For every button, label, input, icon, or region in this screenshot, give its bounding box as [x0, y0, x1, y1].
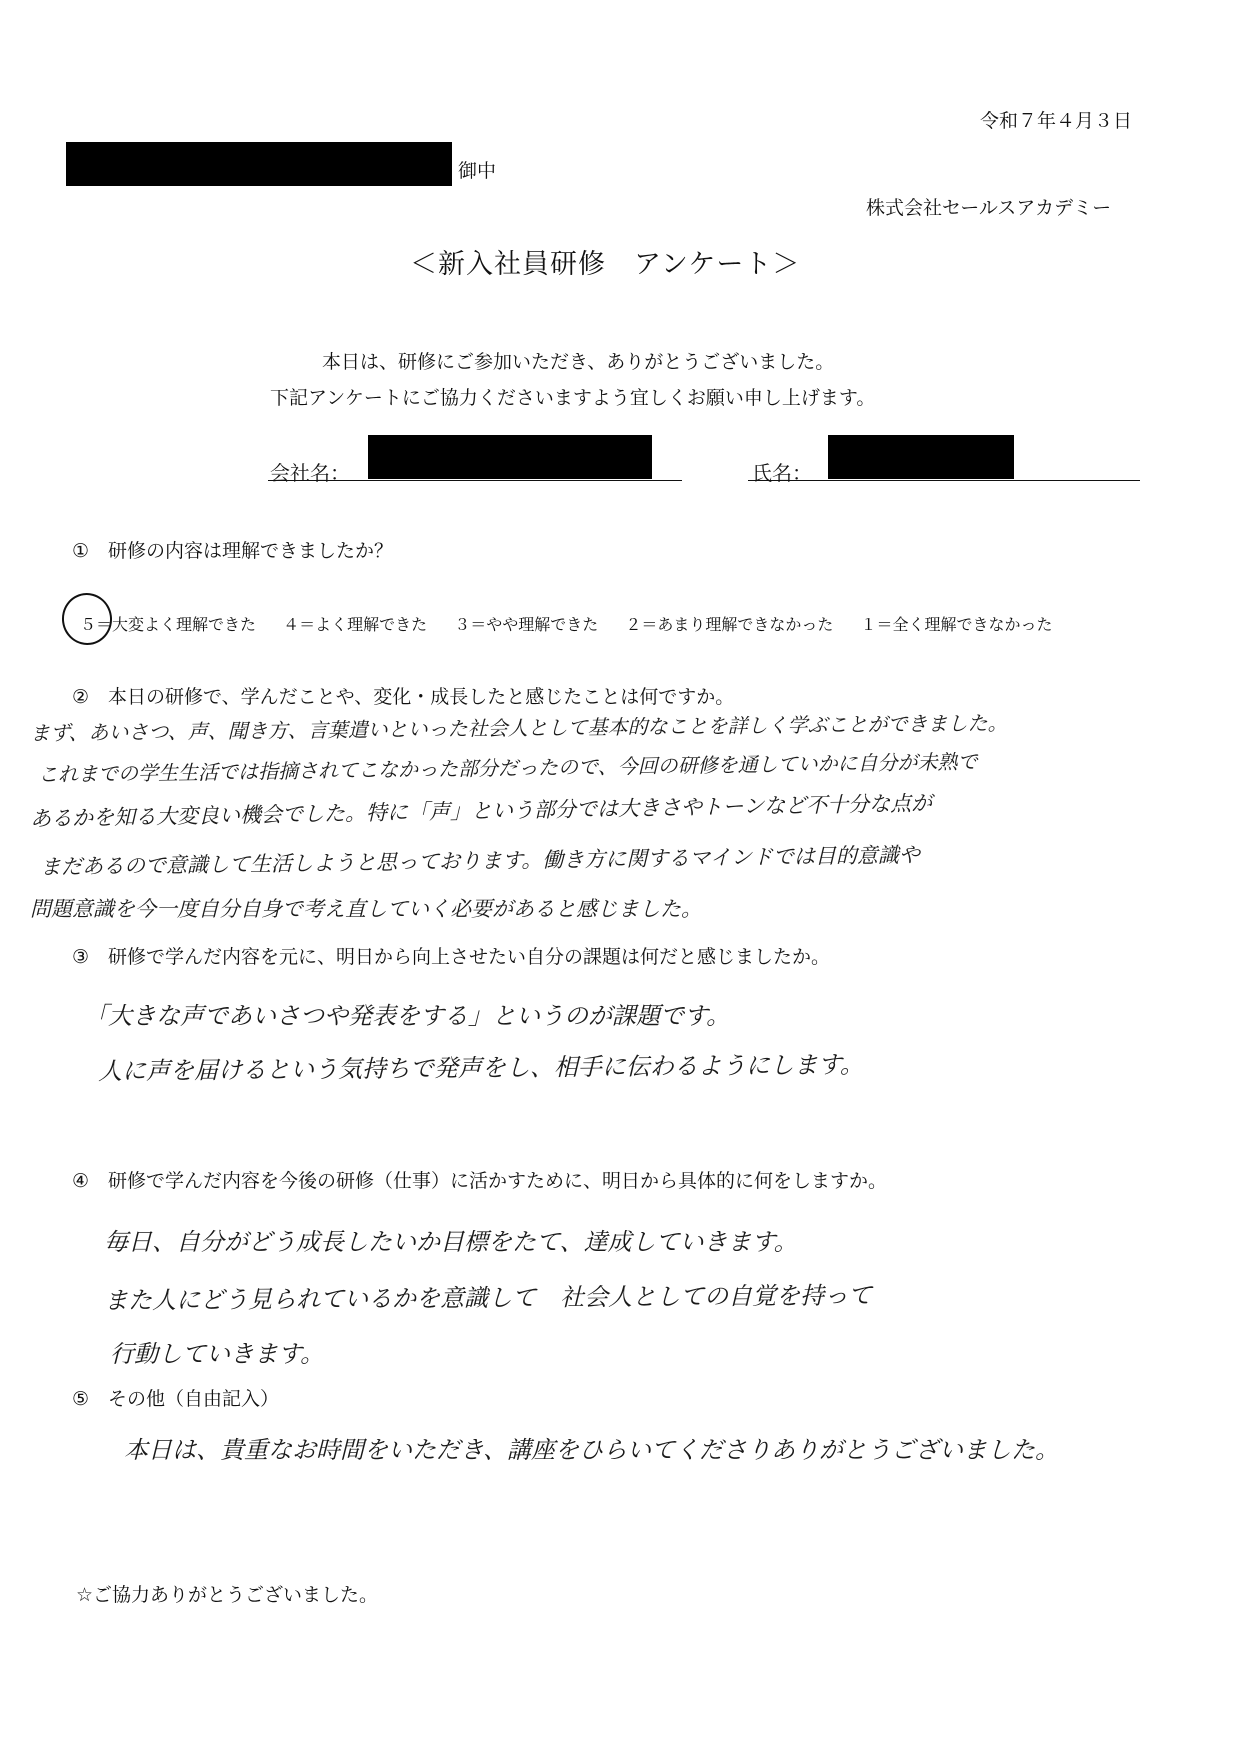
q3-question: ③ 研修で学んだ内容を元に、明日から向上させたい自分の課題は何だと感じましたか。: [72, 946, 831, 968]
footer-thanks: ☆ご協力ありがとうございました。: [76, 1584, 379, 1606]
intro-line-2: 下記アンケートにご協力くださいますよう宜しくお願い申し上げます。: [270, 387, 876, 409]
q3-answer-line-2: 人に声を届けるという気持ちで発声をし、相手に伝わるようにします。: [97, 1050, 864, 1086]
q2-answer-line-4: まだあるので意識して生活しようと思っております。働き方に関するマインドでは目的意識や: [39, 842, 921, 880]
q2-answer-line-3: あるかを知る大変良い機会でした。特に「声」という部分では大きさやトーンなど不十分な点が: [29, 791, 933, 831]
q1-option-3: ３＝やや理解できた: [454, 615, 599, 634]
q4-question: ④ 研修で学んだ内容を今後の研修（仕事）に活かすために、明日から具体的に何をしますか。: [72, 1170, 888, 1192]
q4-answer-line-3: 行動していきます。: [110, 1340, 325, 1368]
q2-answer-line-1: まず、あいさつ、声、聞き方、言葉遣いといった社会人として基本的なことを詳しく学ぶことができました。: [29, 710, 1008, 746]
q1-question: ① 研修の内容は理解できましたか？: [72, 540, 394, 562]
q1-option-2: ２＝あまり理解できなかった: [625, 615, 834, 634]
name-field-label: 氏名：: [752, 461, 812, 485]
q4-answer-line-2: また人にどう見られているかを意識して 社会人としての自覚を持って: [103, 1281, 873, 1315]
q2-answer-line-2: これまでの学生生活では指摘されてこなかった部分だったので、今回の研修を通していかに自分が未熟で: [37, 749, 978, 787]
intro-line-1: 本日は、研修にご参加いただき、ありがとうございました。: [322, 351, 835, 373]
q1-option-4: ４＝よく理解できた: [283, 615, 428, 634]
redacted-recipient: [66, 142, 452, 186]
company-name: 株式会社セールスアカデミー: [866, 197, 1112, 219]
q2-answer-line-5: 問題意識を今一度自分自身で考え直していく必要があると感じました。: [30, 897, 702, 921]
recipient-suffix: 御中: [458, 160, 497, 182]
q5-answer-line-1: 本日は、貴重なお時間をいただき、講座をひらいてくださりありがとうございました。: [124, 1436, 1060, 1464]
company-field-label: 会社名：: [270, 461, 350, 485]
q1-options: [80, 612, 1052, 635]
page-title: ＜新入社員研修 アンケート＞: [410, 249, 801, 280]
q1-option-5: ５＝大変よく理解できた: [80, 615, 257, 634]
q3-answer-line-1: 「大きな声であいさつや発表をする」というのが課題です。: [84, 1002, 731, 1030]
q4-answer-line-1: 毎日、自分がどう成長したいか目標をたて、達成していきます。: [104, 1228, 798, 1256]
q5-question: ⑤ その他（自由記入）: [72, 1388, 280, 1410]
q1-option-1: １＝全く理解できなかった: [860, 615, 1053, 634]
name-field-line: [748, 480, 1140, 481]
date: 令和７年４月３日: [980, 110, 1133, 132]
redacted-company-field: [368, 435, 652, 479]
redacted-name-field: [828, 435, 1014, 479]
q2-question: ② 本日の研修で、学んだことや、変化・成長したと感じたことは何ですか。: [72, 686, 735, 708]
company-field-line: [268, 480, 682, 481]
